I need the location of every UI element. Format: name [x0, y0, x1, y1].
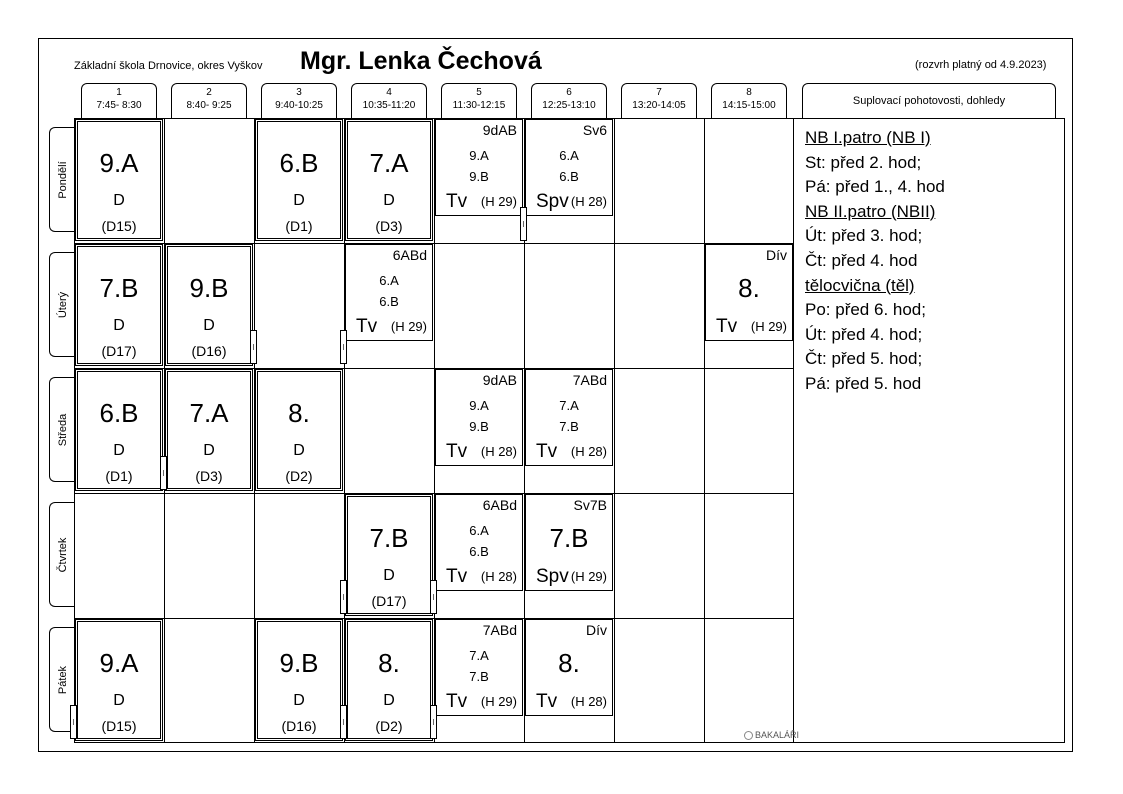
- duty-marker: [160, 456, 167, 490]
- supervision-line: Čt: před 5. hod;: [805, 349, 923, 369]
- gear-icon: [744, 731, 753, 740]
- supervision-line: Pá: před 5. hod: [805, 373, 922, 393]
- duty-marker: [340, 705, 347, 739]
- group-lesson-card[interactable]: 9dAB 9.A 9.B Tv (H 28): [435, 369, 523, 466]
- day-tab: Čtvrtek: [49, 502, 75, 607]
- validity-note: (rozvrh platný od 4.9.2023): [915, 59, 1047, 71]
- supervision-heading: tělocvična (těl): [805, 275, 915, 295]
- lesson-card[interactable]: 7.A D (D3): [165, 369, 253, 491]
- supervision-line: St: před 2. hod;: [805, 152, 922, 172]
- grid-line: [74, 493, 794, 494]
- grid-line: [614, 118, 615, 743]
- school-name: Základní škola Drnovice, okres Vyškov: [74, 60, 263, 72]
- duty-marker: [520, 207, 527, 241]
- day-tab: Úterý: [49, 252, 75, 357]
- duty-marker: [340, 330, 347, 364]
- period-header: 6 12:25-13:10: [531, 83, 607, 118]
- lesson-card[interactable]: 9.B D (D16): [165, 244, 253, 366]
- group-lesson-card[interactable]: 6ABd 6.A 6.B Tv (H 28): [435, 494, 523, 591]
- duty-marker: [250, 330, 257, 364]
- teacher-name: Mgr. Lenka Čechová: [300, 47, 542, 75]
- lesson-card[interactable]: 8. D (D2): [255, 369, 343, 491]
- period-header: 7 13:20-14:05: [621, 83, 697, 118]
- lesson-card[interactable]: 6.B D (D1): [75, 369, 163, 491]
- supervision-heading: NB I.patro (NB I): [805, 128, 931, 147]
- group-lesson-card[interactable]: 7ABd 7.A 7.B Tv (H 28): [525, 369, 613, 466]
- lesson-card[interactable]: 7.B D (D17): [345, 494, 433, 616]
- group-lesson-card[interactable]: Sv6 6.A 6.B Spv (H 28): [525, 119, 613, 216]
- group-lesson-card[interactable]: Dív 8. Tv (H 29): [705, 244, 793, 341]
- supervision-line: Po: před 6. hod;: [805, 300, 926, 320]
- supervision-header: Suplovací pohotovosti, dohledy: [802, 83, 1056, 118]
- grid-line: [74, 618, 794, 619]
- duty-marker: [340, 580, 347, 614]
- grid-line: [704, 118, 705, 743]
- lesson-card[interactable]: 6.B D (D1): [255, 119, 343, 241]
- supervision-line: Út: před 4. hod;: [805, 324, 923, 344]
- lesson-card[interactable]: 7.A D (D3): [345, 119, 433, 241]
- supervision-line: Út: před 3. hod;: [805, 226, 923, 246]
- duty-marker: [430, 705, 437, 739]
- day-tab: Středa: [49, 377, 75, 482]
- duty-marker: [70, 705, 77, 739]
- bakalari-logo: BAKALÁŘI: [744, 730, 799, 740]
- duty-marker: [430, 580, 437, 614]
- group-lesson-card[interactable]: Sv7B 7.B Spv (H 29): [525, 494, 613, 591]
- period-header: 2 8:40- 9:25: [171, 83, 247, 118]
- lesson-card[interactable]: 9.A D (D15): [75, 119, 163, 241]
- group-lesson-card[interactable]: Dív 8. Tv (H 28): [525, 619, 613, 716]
- supervision-line: Čt: před 4. hod: [805, 250, 918, 270]
- period-header: 5 11:30-12:15: [441, 83, 517, 118]
- lesson-card[interactable]: 7.B D (D17): [75, 244, 163, 366]
- period-header: 4 10:35-11:20: [351, 83, 427, 118]
- lesson-card[interactable]: 8. D (D2): [345, 619, 433, 741]
- group-lesson-card[interactable]: 7ABd 7.A 7.B Tv (H 29): [435, 619, 523, 716]
- lesson-card[interactable]: 9.B D (D16): [255, 619, 343, 741]
- period-header: 8 14:15-15:00: [711, 83, 787, 118]
- group-lesson-card[interactable]: 9dAB 9.A 9.B Tv (H 29): [435, 119, 523, 216]
- lesson-card[interactable]: 9.A D (D15): [75, 619, 163, 741]
- group-lesson-card[interactable]: 6ABd 6.A 6.B Tv (H 29): [345, 244, 433, 341]
- day-tab: Pátek: [49, 627, 75, 732]
- supervision-list: [805, 126, 945, 397]
- supervision-line: Pá: před 1., 4. hod: [805, 177, 945, 197]
- period-header: 3 9:40-10:25: [261, 83, 337, 118]
- supervision-heading: NB II.patro (NBII): [805, 201, 936, 221]
- period-header: 1 7:45- 8:30: [81, 83, 157, 118]
- day-tab: Pondělí: [49, 127, 75, 232]
